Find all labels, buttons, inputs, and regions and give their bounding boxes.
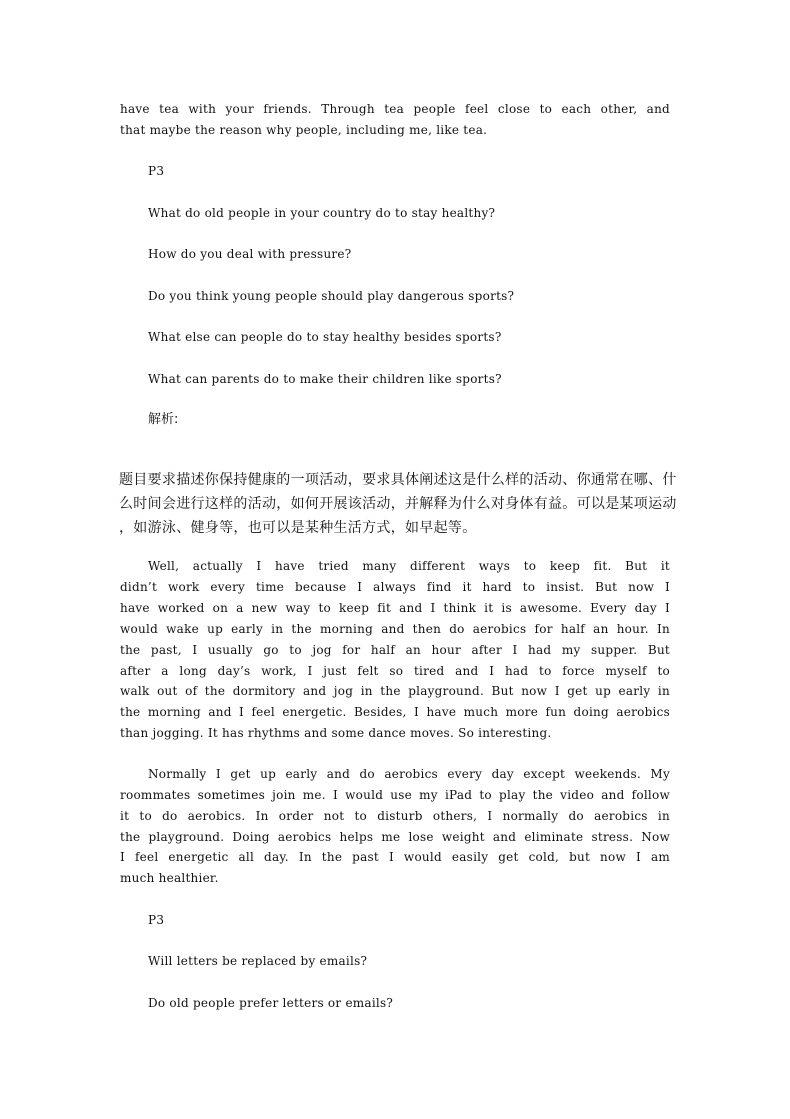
paragraph-line: Well, actually I have tried many different ways to keep fit. But it — [148, 559, 670, 573]
paragraph-line: didn’t work every time because I always find it hard to insist. But now I — [120, 580, 670, 594]
question: What can parents do to make their children like sports? — [148, 372, 502, 386]
analysis-line: ，如游泳、健身等，也可以是某种生活方式，如早起等。 — [119, 520, 477, 536]
paragraph-line: Normally I get up early and do aerobics every day except weekends. My — [148, 767, 670, 781]
analysis-line: 么时间会进行这样的活动，如何开展该活动，并解释为什么对身体有益。可以是某项运动 — [119, 496, 677, 512]
paragraph-line: much healthier. — [120, 871, 219, 885]
question: What else can people do to stay healthy besides sports? — [148, 330, 502, 344]
analysis-line: 题目要求描述你保持健康的一项活动，要求具体阐述这是什么样的活动、你通常在哪、什 — [119, 472, 677, 488]
question: Do old people prefer letters or emails? — [148, 996, 394, 1010]
paragraph-line: the morning and I feel energetic. Besides, I have much more fun doing aerobics — [120, 705, 670, 719]
section-label: P3 — [148, 913, 165, 927]
section-label: P3 — [148, 164, 165, 178]
paragraph-line: after a long day’s work, I just felt so tired and I had to force myself to — [120, 664, 670, 678]
intro-line: that maybe the reason why people, including me, like tea. — [120, 123, 488, 137]
paragraph-line: roommates sometimes join me. I would use my iPad to play the video and follow — [120, 788, 670, 802]
question: What do old people in your country do to stay healthy? — [148, 206, 496, 220]
paragraph-line: I feel energetic all day. In the past I would easily get cold, but now I am — [120, 850, 670, 864]
question: How do you deal with pressure? — [148, 247, 352, 261]
question: Do you think young people should play dangerous sports? — [148, 289, 515, 303]
paragraph-line: the past, I usually go to jog for half an hour after I had my supper. But — [120, 643, 670, 657]
analysis-label: 解析: — [148, 412, 179, 427]
paragraph-line: walk out of the dormitory and jog in the playground. But now I get up early in — [120, 684, 670, 698]
paragraph-line: than jogging. It has rhythms and some dance moves. So interesting. — [120, 726, 552, 740]
question: Will letters be replaced by emails? — [148, 954, 368, 968]
intro-line: have tea with your friends. Through tea people feel close to each other, and — [120, 102, 670, 116]
paragraph-line: have worked on a new way to keep fit and I think it is awesome. Every day I — [120, 601, 670, 615]
paragraph-line: it to do aerobics. In order not to disturb others, I normally do aerobics in — [120, 809, 670, 823]
paragraph-line: would wake up early in the morning and then do aerobics for half an hour. In — [120, 622, 670, 636]
paragraph-line: the playground. Doing aerobics helps me lose weight and eliminate stress. Now — [120, 830, 670, 844]
